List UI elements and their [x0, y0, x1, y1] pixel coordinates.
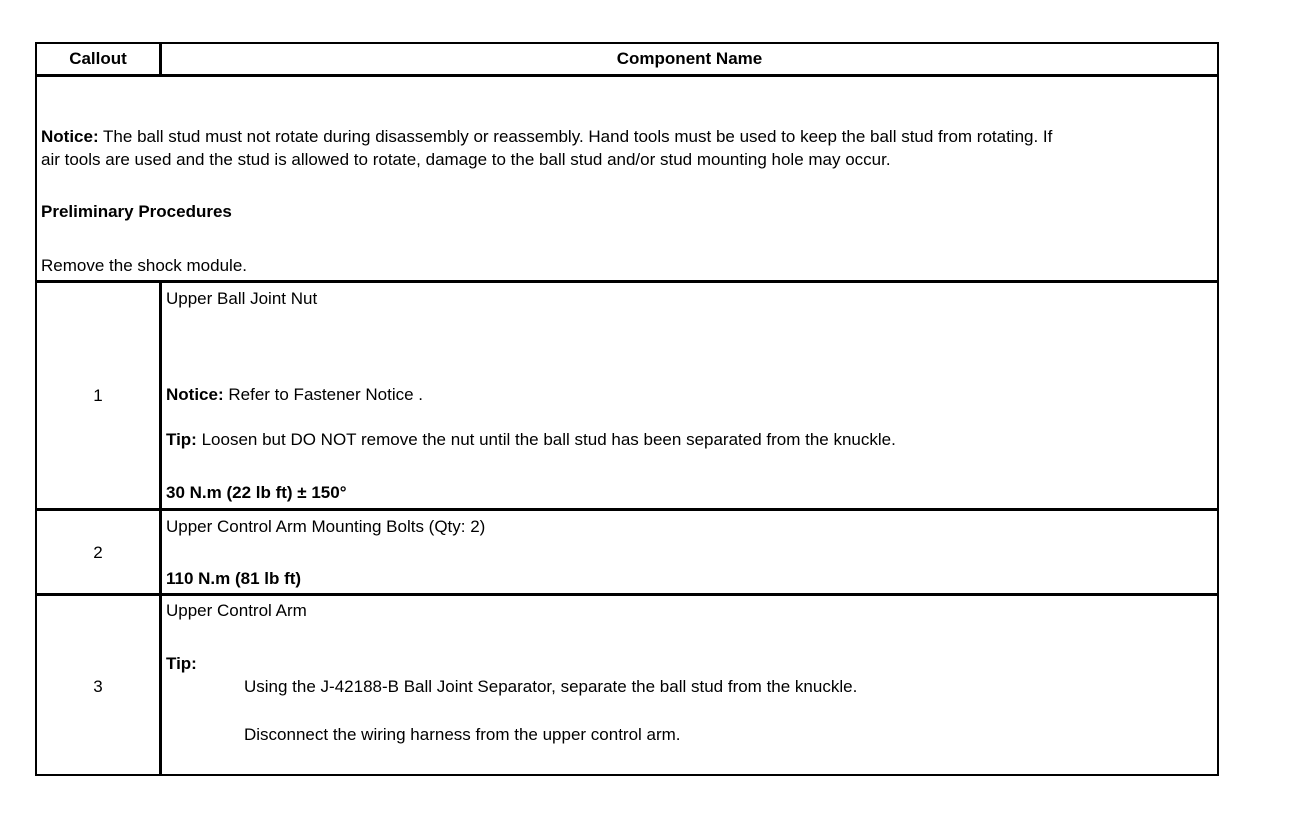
- callout-header: Callout: [69, 49, 127, 68]
- row1-divider: [37, 508, 1217, 511]
- row1-tip-text: Loosen but DO NOT remove the nut until the ball stud has been separated from the knuckle.: [201, 430, 896, 449]
- row2-callout: 2: [93, 543, 103, 562]
- row2-name: Upper Control Arm Mounting Bolts (Qty: 2): [166, 517, 486, 536]
- row1-notice: [166, 385, 423, 405]
- row1-name: Upper Ball Joint Nut: [166, 289, 318, 308]
- preliminary-heading: Preliminary Procedures: [41, 202, 232, 221]
- row3-name: Upper Control Arm: [166, 601, 307, 620]
- row3-tip-1: Using the J-42188-B Ball Joint Separator, separate the ball stud from the knuckle.: [244, 677, 858, 696]
- row1-callout: 1: [93, 386, 103, 405]
- row3-tip-label: Tip:: [166, 654, 197, 673]
- header-divider: [37, 74, 1217, 77]
- column-divider: [159, 281, 162, 774]
- row1-notice-text: Refer to Fastener Notice .: [228, 385, 423, 404]
- notice-label: Notice:: [41, 127, 99, 146]
- notice-text: The ball stud must not rotate during disassembly or reassembly. Hand tools must be used to keep the ball stud from rotating. If: [103, 127, 1053, 146]
- row3-callout: 3: [93, 677, 103, 696]
- component-table: [35, 42, 1219, 776]
- row1-tip-label: Tip:: [166, 430, 197, 449]
- intro-notice-line1: [41, 127, 1052, 147]
- intro-divider: [37, 280, 1217, 283]
- row2-divider: [37, 593, 1217, 596]
- row1-tip: [166, 430, 896, 450]
- row1-notice-label: Notice:: [166, 385, 224, 404]
- row1-torque: 30 N.m (22 lb ft) ± 150°: [166, 483, 347, 502]
- component-name-header: Component Name: [616, 49, 763, 68]
- row2-torque: 110 N.m (81 lb ft): [166, 569, 302, 588]
- preliminary-step: Remove the shock module.: [41, 256, 247, 275]
- intro-notice-line2: air tools are used and the stud is allowed to rotate, damage to the ball stud and/or stud mounting hole may occur.: [41, 150, 891, 169]
- row3-tip-2: Disconnect the wiring harness from the upper control arm.: [244, 725, 681, 744]
